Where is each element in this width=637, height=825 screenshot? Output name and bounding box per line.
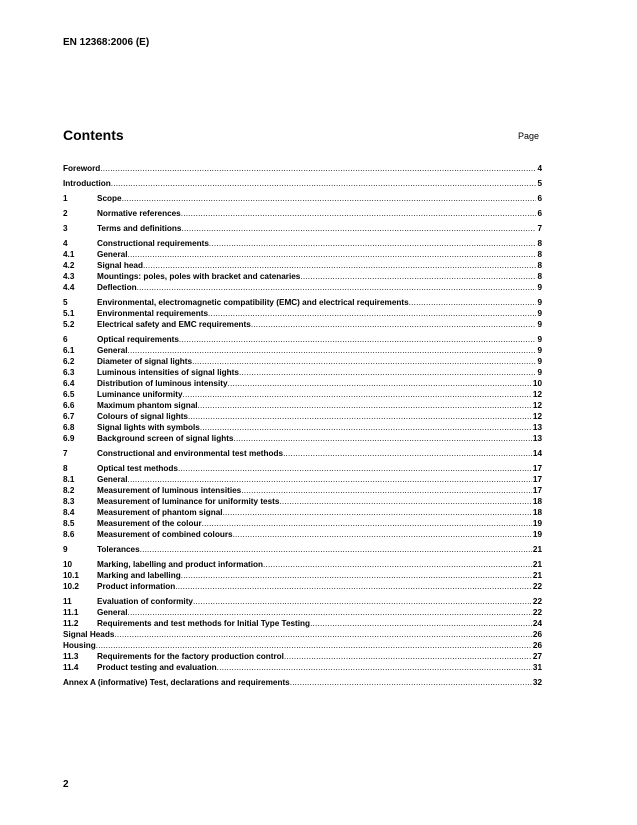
contents-title: Contents <box>63 127 124 143</box>
toc-entry-number: 4.3 <box>63 272 75 281</box>
toc-leader-dots <box>283 448 532 459</box>
toc-entry[interactable] <box>63 629 542 640</box>
toc-leader-dots <box>223 507 532 518</box>
toc-entry-number: 4.2 <box>63 261 75 270</box>
toc-entry-page: 17 <box>532 464 542 473</box>
toc-entry[interactable] <box>63 260 542 271</box>
toc-entry-number: 11.3 <box>63 652 79 661</box>
toc-leader-dots <box>228 378 532 389</box>
toc-entry-number: 10 <box>63 560 73 569</box>
toc-entry-title: Environmental requirements <box>97 309 209 318</box>
toc-leader-dots <box>122 193 537 204</box>
toc-entry-number: 11.1 <box>63 608 79 617</box>
toc-entry-title: Terms and definitions <box>97 224 182 233</box>
toc-entry-page: 10 <box>532 379 542 388</box>
toc-entry-number: 5.2 <box>63 320 75 329</box>
toc-entry-page: 19 <box>532 519 542 528</box>
toc-entry[interactable] <box>63 544 542 555</box>
toc-entry-title: Signal head <box>97 261 143 270</box>
toc-entry[interactable] <box>63 422 542 433</box>
toc-leader-dots <box>284 651 532 662</box>
toc-entry-title: Tolerances <box>97 545 140 554</box>
toc-entry-page: 18 <box>532 508 542 517</box>
table-of-contents <box>63 163 542 688</box>
toc-entry-title: General <box>97 250 128 259</box>
toc-entry-page: 8 <box>537 250 542 259</box>
toc-leader-dots <box>181 570 532 581</box>
toc-entry-page: 21 <box>532 571 542 580</box>
toc-entry-page: 26 <box>532 641 542 650</box>
toc-entry[interactable] <box>63 559 542 570</box>
toc-entry-title: Evaluation of conformity <box>97 597 193 606</box>
toc-entry-page: 13 <box>532 434 542 443</box>
toc-leader-dots <box>263 559 532 570</box>
toc-entry[interactable] <box>63 223 542 234</box>
toc-leader-dots <box>310 618 532 629</box>
toc-entry-title: Scope <box>97 194 122 203</box>
toc-entry-title: General <box>97 346 128 355</box>
toc-entry[interactable] <box>63 677 542 688</box>
toc-leader-dots <box>279 496 531 507</box>
toc-leader-dots <box>217 662 532 673</box>
toc-entry-page: 24 <box>532 619 542 628</box>
toc-entry[interactable] <box>63 319 542 330</box>
toc-entry-title: Mountings: poles, poles with bracket and catenaries <box>97 272 301 281</box>
toc-leader-dots <box>208 308 536 319</box>
toc-entry-number: 6.9 <box>63 434 75 443</box>
toc-entry[interactable] <box>63 463 542 474</box>
toc-entry[interactable] <box>63 411 542 422</box>
toc-entry-page: 8 <box>537 261 542 270</box>
toc-entry-title: Signal Heads <box>63 630 115 639</box>
toc-entry-title: Requirements and test methods for Initial Type Testing <box>97 619 311 628</box>
toc-entry[interactable] <box>63 282 542 293</box>
toc-entry-title: Deflection <box>97 283 137 292</box>
toc-entry-number: 6.5 <box>63 390 75 399</box>
toc-entry-page: 6 <box>537 209 542 218</box>
toc-entry[interactable] <box>63 507 542 518</box>
toc-leader-dots <box>188 411 532 422</box>
toc-entry-page: 22 <box>532 608 542 617</box>
toc-entry[interactable] <box>63 389 542 400</box>
toc-entry[interactable] <box>63 485 542 496</box>
toc-leader-dots <box>128 249 537 260</box>
toc-entry-number: 3 <box>63 224 68 233</box>
toc-entry-title: Requirements for the factory production control <box>97 652 284 661</box>
toc-entry-page: 8 <box>537 272 542 281</box>
toc-leader-dots <box>290 677 532 688</box>
toc-entry-page: 21 <box>532 560 542 569</box>
toc-entry-page: 9 <box>537 320 542 329</box>
toc-entry-title: Measurement of luminance for uniformity tests <box>97 497 280 506</box>
toc-entry[interactable] <box>63 193 542 204</box>
toc-entry-title: Electrical safety and EMC requirements <box>97 320 251 329</box>
toc-entry-page: 9 <box>537 298 542 307</box>
toc-leader-dots <box>137 282 537 293</box>
toc-entry-number: 8.5 <box>63 519 75 528</box>
toc-leader-dots <box>193 596 532 607</box>
toc-entry-number: 8.4 <box>63 508 75 517</box>
toc-entry-page: 9 <box>537 335 542 344</box>
toc-leader-dots <box>128 607 532 618</box>
toc-entry-title: Introduction <box>63 179 111 188</box>
toc-entry-number: 11 <box>63 597 72 606</box>
toc-entry-page: 14 <box>532 449 542 458</box>
toc-entry-number: 6.4 <box>63 379 75 388</box>
toc-entry-number: 9 <box>63 545 68 554</box>
page-number: 2 <box>63 779 69 790</box>
toc-entry-page: 18 <box>532 497 542 506</box>
toc-entry-page: 21 <box>532 545 542 554</box>
toc-leader-dots <box>96 640 532 651</box>
toc-entry[interactable] <box>63 297 542 308</box>
toc-leader-dots <box>179 334 537 345</box>
toc-entry[interactable] <box>63 308 542 319</box>
toc-entry[interactable] <box>63 529 542 540</box>
toc-entry[interactable] <box>63 163 542 174</box>
toc-entry[interactable] <box>63 662 542 673</box>
toc-entry-number: 10.1 <box>63 571 79 580</box>
toc-entry-number: 7 <box>63 449 68 458</box>
toc-entry[interactable] <box>63 378 542 389</box>
toc-entry-title: General <box>97 475 128 484</box>
toc-entry-title: Colours of signal lights <box>97 412 188 421</box>
toc-entry[interactable] <box>63 178 542 189</box>
toc-entry-title: Background screen of signal lights <box>97 434 234 443</box>
toc-leader-dots <box>209 238 537 249</box>
toc-entry[interactable] <box>63 640 542 651</box>
toc-entry-number: 6 <box>63 335 68 344</box>
document-id-header: EN 12368:2006 (E) <box>63 37 150 48</box>
toc-entry[interactable] <box>63 334 542 345</box>
toc-leader-dots <box>114 629 531 640</box>
toc-entry-title: Optical requirements <box>97 335 179 344</box>
toc-leader-dots <box>233 529 532 540</box>
toc-entry-page: 9 <box>537 283 542 292</box>
toc-entry-page: 9 <box>537 309 542 318</box>
toc-entry-page: 12 <box>532 412 542 421</box>
toc-entry[interactable] <box>63 651 542 662</box>
toc-entry-number: 8.1 <box>63 475 75 484</box>
toc-entry[interactable] <box>63 345 542 356</box>
toc-entry-number: 8.6 <box>63 530 75 539</box>
toc-leader-dots <box>181 208 537 219</box>
toc-leader-dots <box>175 581 532 592</box>
toc-entry-title: Maximum phantom signal <box>97 401 198 410</box>
toc-leader-dots <box>178 463 532 474</box>
toc-entry-title: General <box>97 608 128 617</box>
toc-entry-page: 17 <box>532 486 542 495</box>
toc-entry[interactable] <box>63 570 542 581</box>
toc-entry-number: 5.1 <box>63 309 75 318</box>
toc-entry-page: 5 <box>537 179 542 188</box>
toc-entry-page: 12 <box>532 390 542 399</box>
toc-entry-title: Product information <box>97 582 176 591</box>
toc-entry-title: Constructional requirements <box>97 239 209 248</box>
toc-entry-title: Constructional and environmental test methods <box>97 449 284 458</box>
toc-leader-dots <box>241 485 532 496</box>
toc-entry-number: 8.2 <box>63 486 75 495</box>
toc-leader-dots <box>128 474 532 485</box>
toc-leader-dots <box>181 223 536 234</box>
toc-entry-number: 11.4 <box>63 663 79 672</box>
toc-entry-title: Optical test methods <box>97 464 178 473</box>
toc-entry-number: 11.2 <box>63 619 79 628</box>
toc-entry-number: 6.6 <box>63 401 75 410</box>
toc-entry-page: 22 <box>532 597 542 606</box>
toc-entry-page: 12 <box>532 401 542 410</box>
toc-leader-dots <box>192 356 536 367</box>
toc-entry-title: Diameter of signal lights <box>97 357 193 366</box>
toc-entry-number: 5 <box>63 298 68 307</box>
toc-leader-dots <box>140 544 532 555</box>
toc-leader-dots <box>200 422 532 433</box>
toc-entry-page: 22 <box>532 582 542 591</box>
toc-entry-title: Distribution of luminous intensity <box>97 379 228 388</box>
toc-entry-number: 4 <box>63 239 68 248</box>
toc-entry-page: 27 <box>532 652 542 661</box>
toc-entry-title: Signal lights with symbols <box>97 423 200 432</box>
toc-entry-title: Measurement of phantom signal <box>97 508 223 517</box>
toc-entry-title: Measurement of combined colours <box>97 530 233 539</box>
toc-entry[interactable] <box>63 208 542 219</box>
toc-entry-number: 6.8 <box>63 423 75 432</box>
toc-entry-title: Marking, labelling and product information <box>97 560 264 569</box>
toc-entry[interactable] <box>63 607 542 618</box>
toc-entry-number: 6.7 <box>63 412 75 421</box>
toc-entry-number: 8 <box>63 464 68 473</box>
toc-entry-title: Annex A (informative) Test, declarations and requirements <box>63 678 290 687</box>
toc-entry-number: 2 <box>63 209 68 218</box>
toc-leader-dots <box>300 271 536 282</box>
toc-entry-title: Luminous intensities of signal lights <box>97 368 239 377</box>
toc-entry[interactable] <box>63 596 542 607</box>
toc-entry-title: Marking and labelling <box>97 571 181 580</box>
toc-leader-dots <box>409 297 537 308</box>
toc-entry-number: 1 <box>63 194 68 203</box>
toc-entry-page: 4 <box>537 164 542 173</box>
toc-entry-page: 31 <box>532 663 542 672</box>
toc-leader-dots <box>128 345 537 356</box>
toc-entry-number: 6.1 <box>63 346 75 355</box>
toc-entry-page: 9 <box>537 357 542 366</box>
toc-leader-dots <box>202 518 532 529</box>
toc-entry[interactable] <box>63 249 542 260</box>
toc-entry-page: 8 <box>537 239 542 248</box>
page-column-label: Page <box>518 131 540 141</box>
toc-entry[interactable] <box>63 496 542 507</box>
toc-entry[interactable] <box>63 400 542 411</box>
toc-entry-title: Measurement of the colour <box>97 519 202 528</box>
toc-entry-title: Luminance uniformity <box>97 390 183 399</box>
toc-entry-number: 8.3 <box>63 497 75 506</box>
toc-entry-number: 6.2 <box>63 357 75 366</box>
toc-entry[interactable] <box>63 518 542 529</box>
toc-entry[interactable] <box>63 474 542 485</box>
toc-entry-page: 19 <box>532 530 542 539</box>
toc-entry-number: 4.1 <box>63 250 75 259</box>
toc-leader-dots <box>198 400 532 411</box>
toc-entry-number: 6.3 <box>63 368 75 377</box>
toc-entry[interactable] <box>63 433 542 444</box>
toc-entry-title: Normative references <box>97 209 181 218</box>
toc-leader-dots <box>183 389 532 400</box>
toc-entry-page: 9 <box>537 368 542 377</box>
toc-entry-page: 17 <box>532 475 542 484</box>
toc-entry[interactable] <box>63 367 542 378</box>
toc-entry-title: Product testing and evaluation <box>97 663 217 672</box>
toc-leader-dots <box>234 433 532 444</box>
toc-entry-page: 6 <box>537 194 542 203</box>
toc-leader-dots <box>239 367 537 378</box>
toc-leader-dots <box>143 260 536 271</box>
toc-leader-dots <box>251 319 537 330</box>
toc-entry[interactable] <box>63 356 542 367</box>
toc-leader-dots <box>111 178 537 189</box>
toc-entry-title: Foreword <box>63 164 101 173</box>
toc-entry[interactable] <box>63 581 542 592</box>
toc-entry-title: Housing <box>63 641 96 650</box>
toc-entry-number: 4.4 <box>63 283 75 292</box>
toc-leader-dots <box>100 163 536 174</box>
toc-entry[interactable] <box>63 448 542 459</box>
toc-entry-page: 9 <box>537 346 542 355</box>
toc-entry[interactable] <box>63 271 542 282</box>
toc-entry-page: 26 <box>532 630 542 639</box>
toc-entry-title: Measurement of luminous intensities <box>97 486 242 495</box>
toc-entry[interactable] <box>63 618 542 629</box>
toc-entry-number: 10.2 <box>63 582 79 591</box>
toc-entry-page: 13 <box>532 423 542 432</box>
toc-entry[interactable] <box>63 238 542 249</box>
toc-entry-title: Environmental, electromagnetic compatibility (EMC) and electrical requirements <box>97 298 409 307</box>
toc-entry-page: 7 <box>537 224 542 233</box>
toc-entry-page: 32 <box>532 678 542 687</box>
